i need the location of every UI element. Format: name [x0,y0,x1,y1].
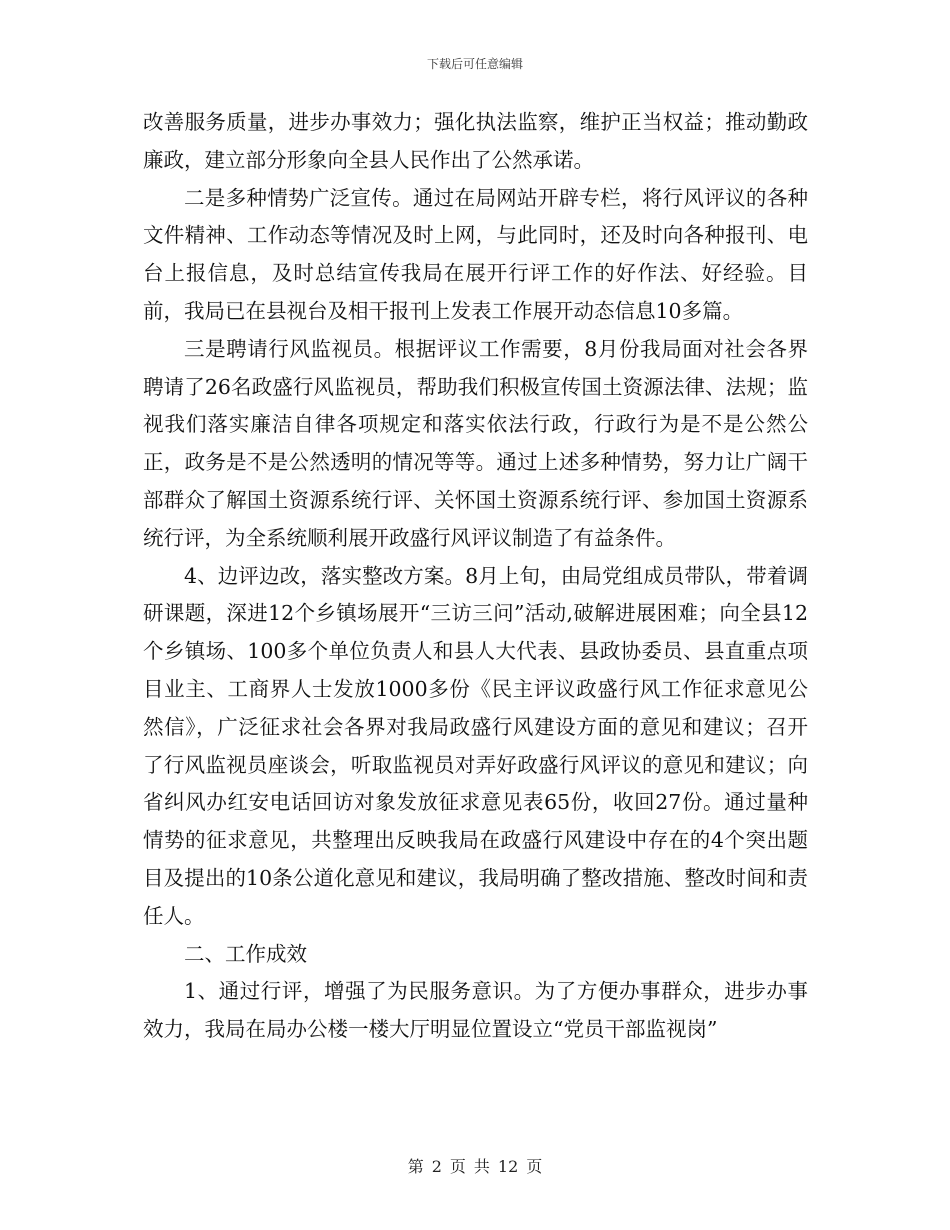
footer-total-pages: 12 [497,1157,519,1176]
page-footer [0,1154,950,1177]
page-header-note: 下载后可任意编辑 [426,57,523,71]
section-heading-work-results: 二、工作成效 [184,941,307,966]
paragraph-4: 4、边评边改，落实整改方案。8月上旬，由局党组成员带队，带着调研课题，深进12个乡镇场展开“三访三问”活动,破解进展困难；向全县12个乡镇场、100多个单位负责人和县人大代表、县政协委员、县直重点项目业主、工商界人士发放1000多份《民主评议政盛行风工作征求意见公然信》，广泛征求社会各界对我局政盛行风建设方面的意见和建议；召开了行风监视员座谈会，听取监视员对弄好政盛行风评议的意见和建议；向省纠风办红安电话回访对象发放征求意见表65份，收回27份。通过量种情势的征求意见，共整理出反映我局在政盛行风建设中存在的4个突出题目及提出的10条公道化意见和建议，我局明确了整改措施、整改时间和责任人。 [143,563,808,928]
footer-suffix: 页 [526,1157,543,1176]
footer-current-page: 2 [431,1157,442,1176]
document-body [143,104,808,1049]
paragraph-1: 改善服务质量，进步办事效力；强化执法监察，维护正当权益；推动勤政廉政，建立部分形象向全县人民作出了公然承诺。 [143,110,808,172]
footer-prefix: 第 [407,1157,424,1176]
footer-total-word: 共 [473,1157,490,1176]
footer-page-word: 页 [449,1157,466,1176]
paragraph-6: 1、通过行评，增强了为民服务意识。为了方便办事群众，进步办事效力，我局在局办公楼一楼大厅明显位置设立“党员干部监视岗” [143,979,808,1042]
paragraph-3: 三是聘请行风监视员。根据评议工作需要，8月份我局面对社会各界聘请了26名政盛行风监视员，帮助我们积极宣传国土资源法律、法规；监视我们落实廉洁自律各项规定和落实依法行政，行政行为是不是公然公正，政务是不是公然透明的情况等等。通过上述多种情势，努力让广阔干部群众了解国土资源系统行评、关怀国土资源系统行评、参加国土资源系统行评，为全系统顺利展开政盛行风评议制造了有益条件。 [143,336,808,550]
paragraph-2: 二是多种情势广泛宣传。通过在局网站开辟专栏，将行风评议的各种文件精神、工作动态等情况及时上网，与此同时，还及时向各种报刊、电台上报信息，及时总结宣传我局在展开行评工作的好作法、好经验。目前，我局已在县视台及相干报刊上发表工作展开动态信息10多篇。 [143,185,808,323]
